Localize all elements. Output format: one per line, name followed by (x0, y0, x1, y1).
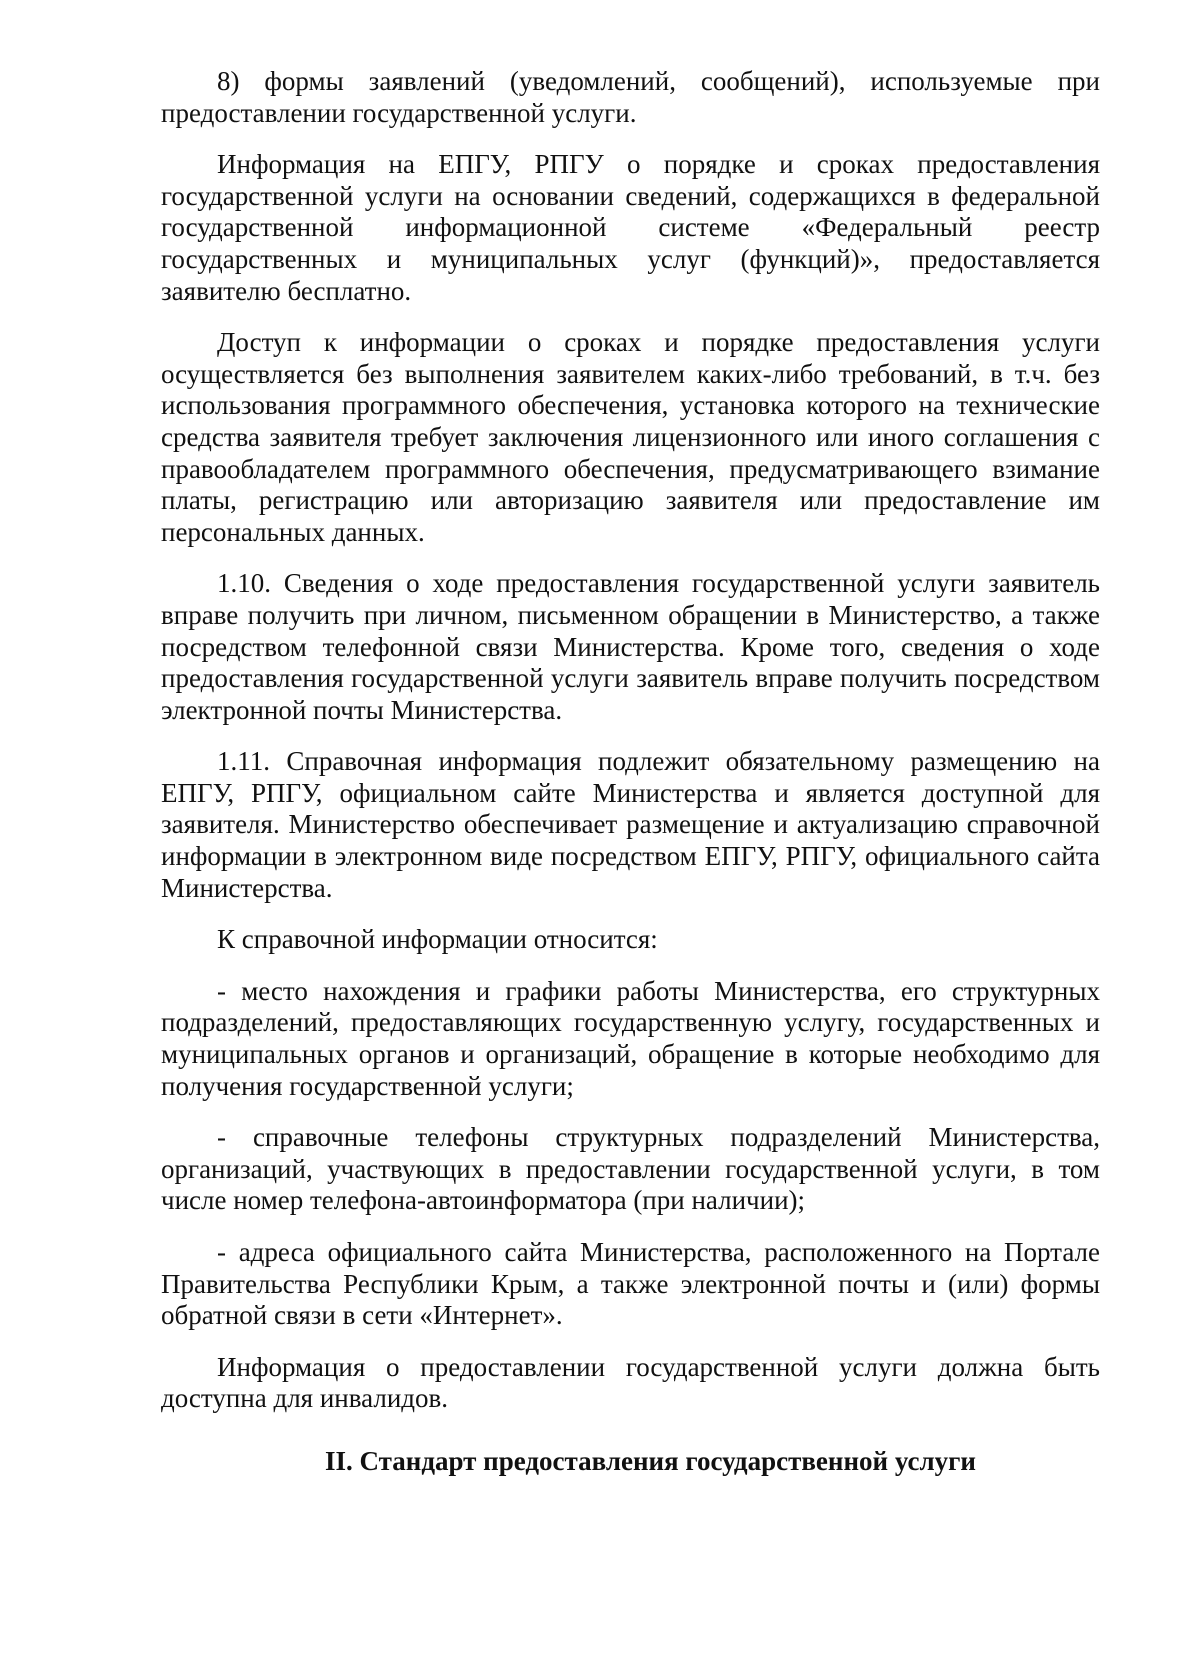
paragraph-forms-item-8: 8) формы заявлений (уведомлений, сообщений), используемые при предоставлении государственной услуги. (161, 66, 1100, 128)
section-heading: II. Стандарт предоставления государственной услуги (325, 1445, 976, 1476)
paragraph-reference-intro: К справочной информации относится: (217, 924, 658, 955)
paragraph-accessibility: Информация о предоставлении государственной услуги должна быть доступна для инвалидов. (161, 1351, 1100, 1414)
list-item-addresses: - адреса официального сайта Министерства, расположенного на Портале Правительства Республики Крым, а также электронной почты и (или) формы обратной связи в сети «Интернет». (161, 1237, 1100, 1331)
paragraph-1-10: 1.10. Сведения о ходе предоставления государственной услуги заявитель вправе получить при личном, письменном обращении в Министерство, а также посредством телефонной связи Министерства. Кроме того, сведения о ходе предоставления государственной услуги заявитель вправе получить посредством электронной почты Министерства. (161, 568, 1100, 725)
list-item-location: - место нахождения и графики работы Министерства, его структурных подразделений, предоставляющих государственную услугу, государственных и муниципальных органов и организаций, обращение в которые необходимо для получения государственной услуги; (161, 975, 1100, 1101)
paragraph-1-11: 1.11. Справочная информация подлежит обязательному размещению на ЕПГУ, РПГУ, официальном сайте Министерства и является доступной для заявителя. Министерство обеспечивает размещение и актуализацию справочной информации в электронном виде посредством ЕПГУ, РПГУ, официального сайта Министерства. (161, 746, 1100, 903)
paragraph-epgu-info: Информация на ЕПГУ, РПГУ о порядке и сроках предоставления государственной услуги на основании сведений, содержащихся в федеральной государственной информационной системе «Федеральный реестр государственных и муниципальных услуг (функций)», предоставляется заявителю бесплатно. (161, 149, 1100, 306)
paragraph-access-info: Доступ к информации о сроках и порядке предоставления услуги осуществляется без выполнения заявителем каких-либо требований, в т.ч. без использования программного обеспечения, установка которого на технические средства заявителя требует заключения лицензионного или иного соглашения с правообладателем программного обеспечения, предусматривающего взимание платы, регистрацию или авторизацию заявителя или предоставление им персональных данных. (161, 327, 1100, 547)
document-body (161, 66, 1100, 1477)
list-item-phones: - справочные телефоны структурных подразделений Министерства, организаций, участвующих в предоставлении государственной услуги, в том числе номер телефона-автоинформатора (при наличии); (161, 1122, 1100, 1216)
